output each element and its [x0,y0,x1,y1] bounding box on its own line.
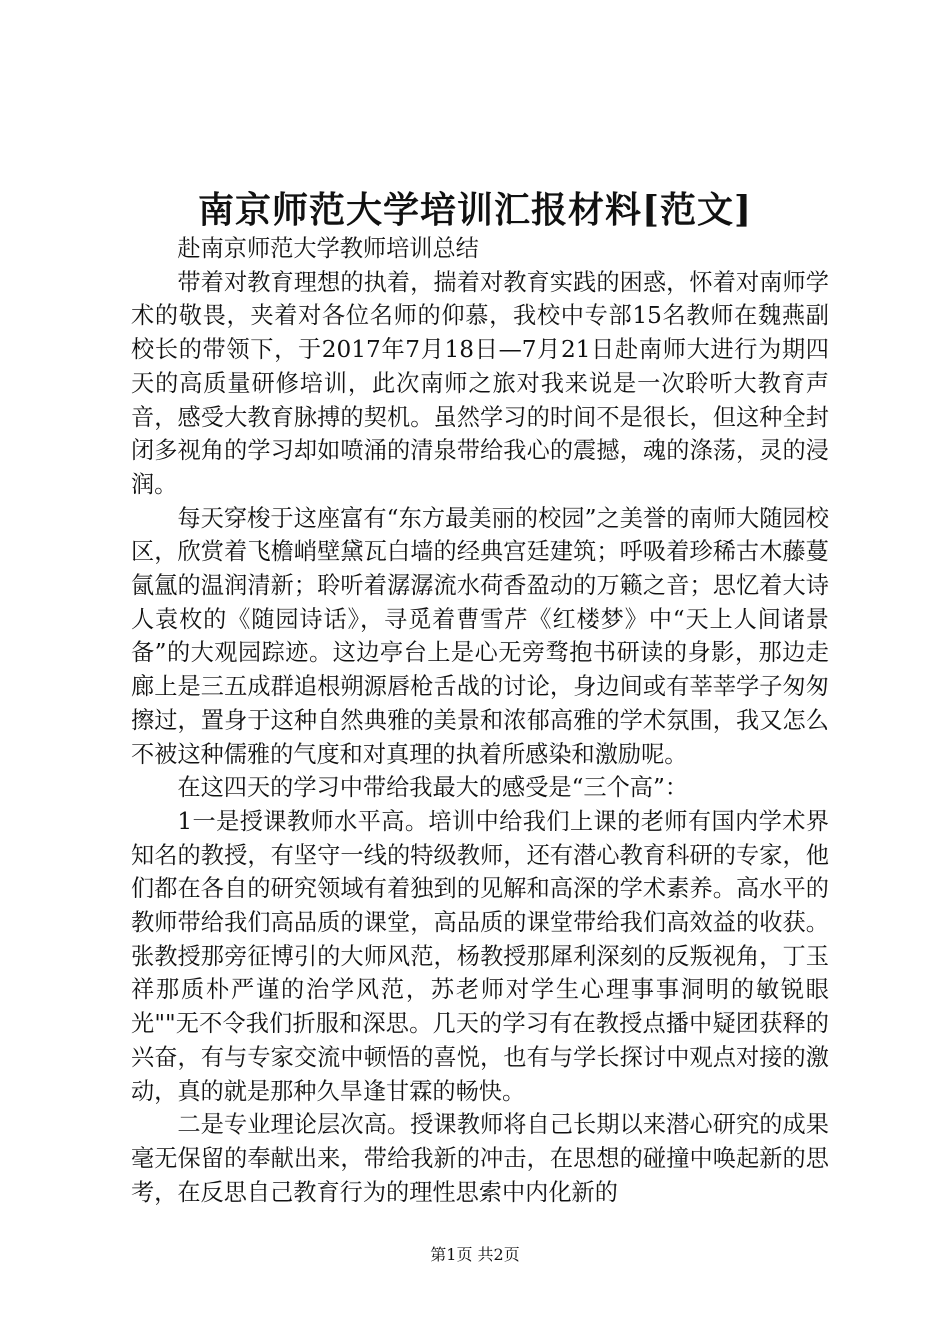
paragraph-intro: 带着对教育理想的执着，揣着对教育实践的困惑，怀着对南师学术的敬畏，夹着对各位名师的仰慕，我校中专部15名教师在魏燕副校长的带领下，于2017年7月18日—7月21日赴南师大进行为期四天的高质量研修培训，此次南师之旅对我来说是一次聆听大教育声音，感受大教育脉搏的契机。虽然学习的时间不是很长，但这种全封闭多视角的学习却如喷涌的清泉带给我心的震撼，魂的涤荡，灵的浸润。 [131,268,829,498]
page-footer: 第1页 共2页 [430,1245,520,1264]
paragraph-three-highs: 在这四天的学习中带给我最大的感受是“三个高”： [177,774,689,802]
paragraph-subtitle: 赴南京师范大学教师培训总结 [177,235,479,262]
paragraph-campus: 每天穿梭于这座富有“东方最美丽的校园”之美誉的南师大随园校区，欣赏着飞檐峭壁黛瓦白墙的经典宫廷建筑；呼吸着珍稀古木藤蔓氤氲的温润清新；聆听着潺潺流水荷香盈动的万籁之音；思忆着大诗人袁枚的《随园诗话》，寻觅着曹雪芹《红楼梦》中“天上人间诸景备”的大观园踪迹。这边亭台上是心无旁骛抱书研读的身影，那边走廊上是三五成群追根朔源唇枪舌战的讨论，身边间或有莘莘学子匆匆擦过，置身于这种自然典雅的美景和浓郁高雅的学术氛围，我又怎么不被这种儒雅的气度和对真理的执着所感染和激励呢。 [131,504,829,768]
document-title: 南京师范大学培训汇报材料[范文] [197,189,753,231]
document-body [131,232,829,1209]
paragraph-point-one: 1一是授课教师水平高。培训中给我们上课的老师有国内学术界知名的教授，有坚守一线的特级教师，还有潜心教育科研的专家，他们都在各自的研究领域有着独到的见解和高深的学术素养。高水平的教师带给我们高品质的课堂，高品质的课堂带给我们高效益的收获。张教授那旁征博引的大师风范，杨教授那犀利深刻的反叛视角，丁玉祥那质朴严谨的治学风范，苏老师对学生心理事事洞明的敏锐眼光""无不令我们折服和深思。几天的学习有在教授点播中疑团获释的兴奋，有与专家交流中顿悟的喜悦，也有与学长探讨中观点对接的激动，真的就是那种久旱逢甘霖的畅快。 [131,807,829,1105]
paragraph-point-two: 二是专业理论层次高。授课教师将自己长期以来潜心研究的成果毫无保留的奉献出来，带给我新的冲击，在思想的碰撞中唤起新的思考，在反思自己教育行为的理性思索中内化新的 [131,1111,829,1206]
